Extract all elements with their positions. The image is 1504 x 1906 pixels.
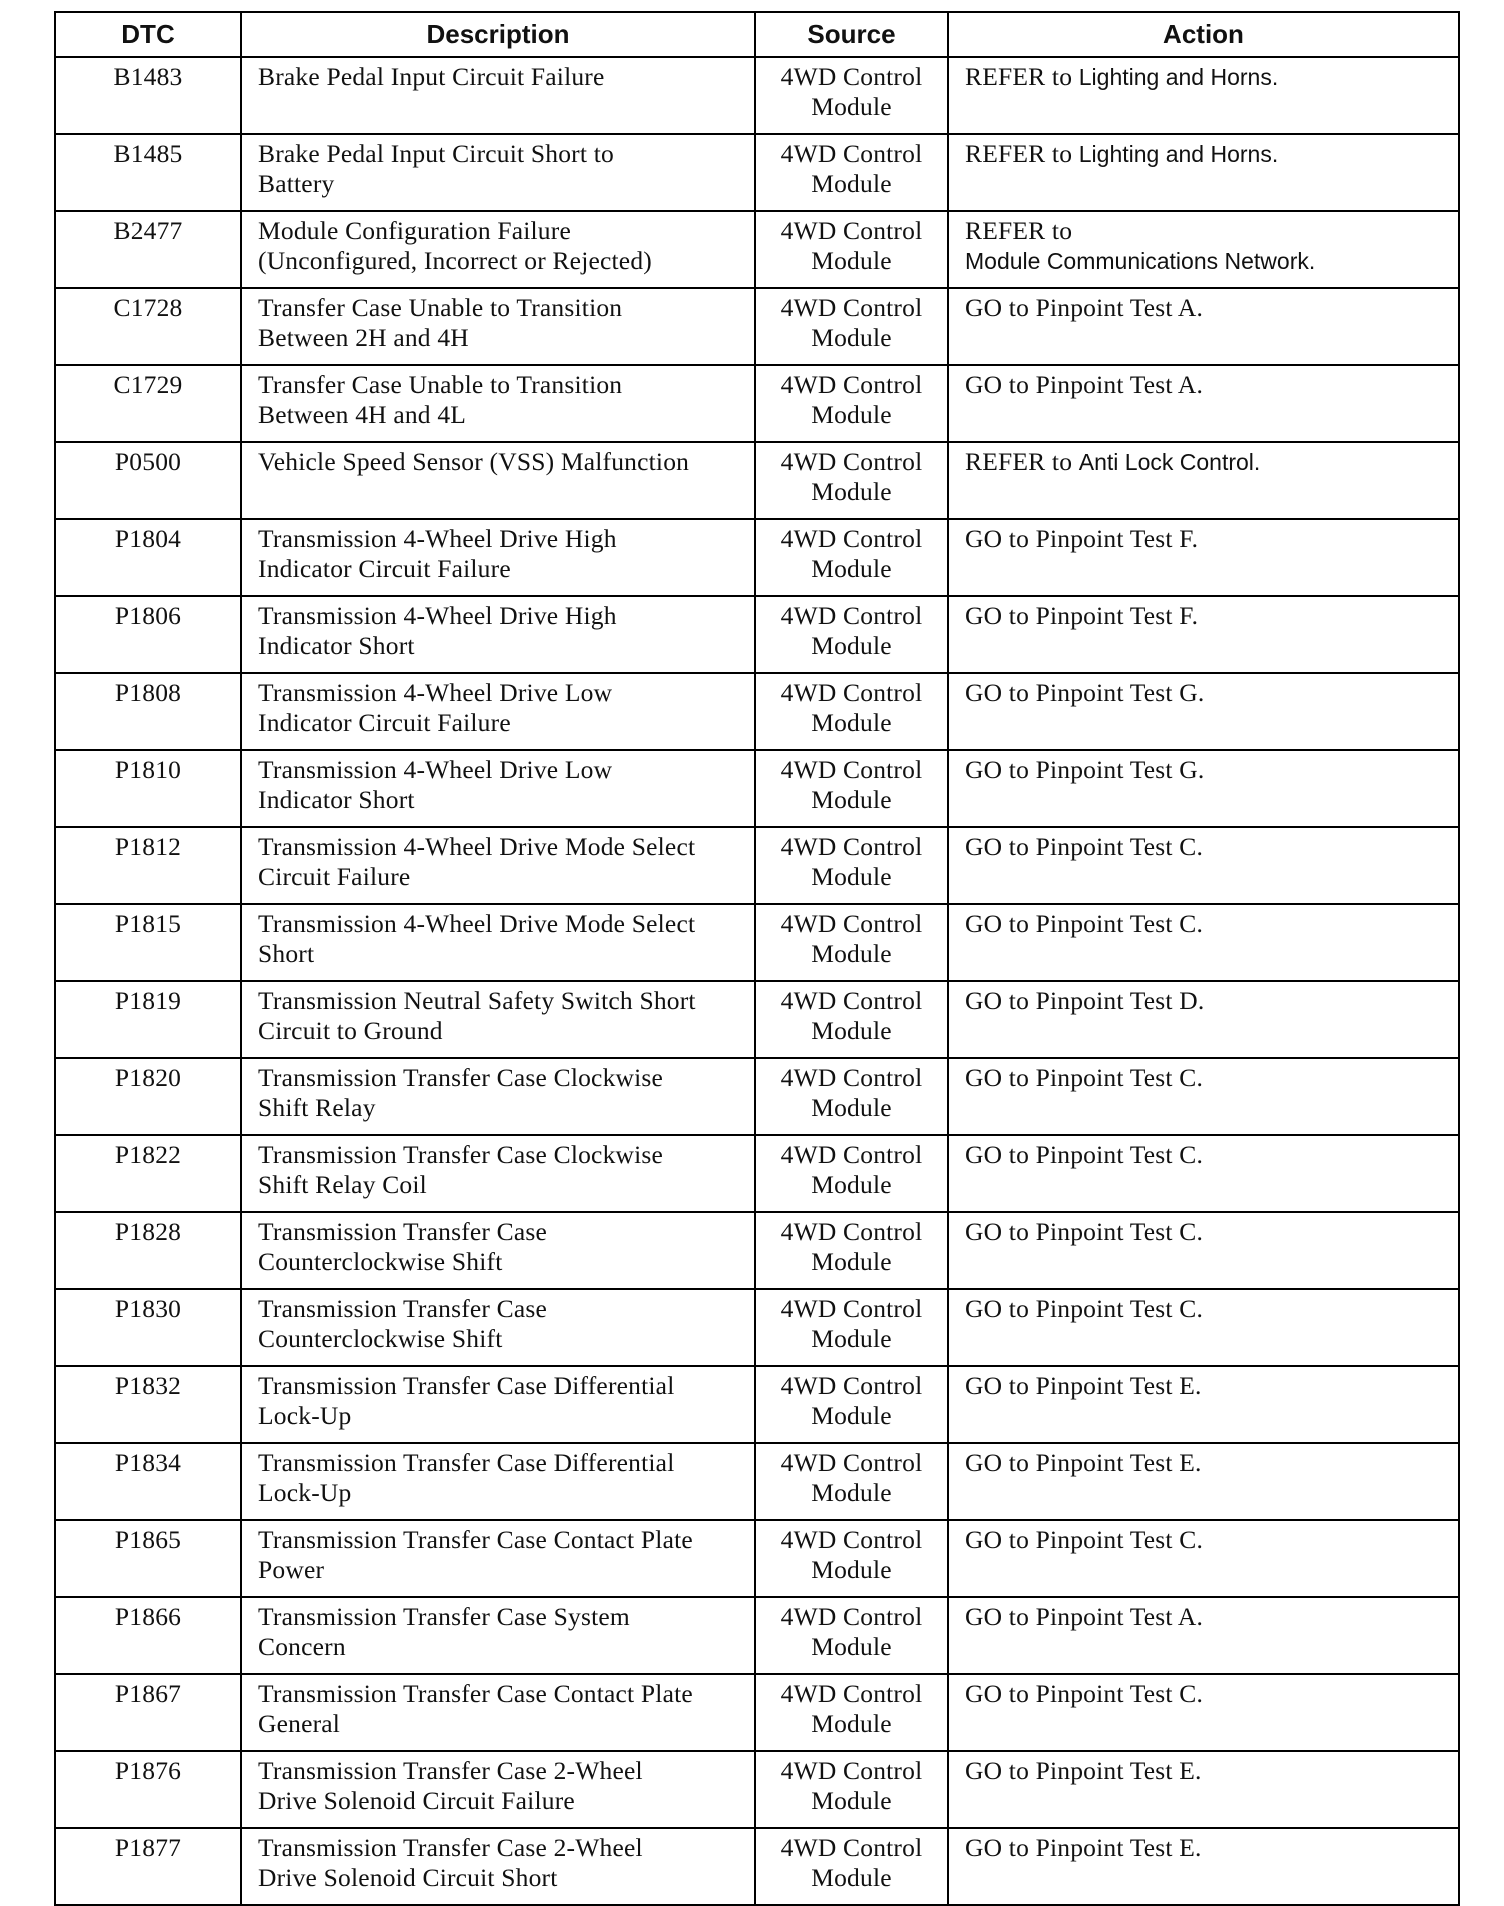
dtc-source: 4WD Control Module [755,519,948,596]
dtc-action [948,519,1459,596]
table-row [55,519,1459,596]
action-text: GO to Pinpoint Test F. [965,524,1199,553]
dtc-code: B1483 [55,57,241,134]
action-text: GO to Pinpoint Test C. [965,832,1204,861]
dtc-source: 4WD Control Module [755,673,948,750]
action-text: REFER to [965,447,1073,476]
table-row [55,365,1459,442]
header-source: Source [755,12,948,57]
table-row [55,211,1459,288]
table-row [55,596,1459,673]
table-row [55,1597,1459,1674]
dtc-action [948,1520,1459,1597]
dtc-action [948,1135,1459,1212]
dtc-code: P1815 [55,904,241,981]
dtc-code: P1808 [55,673,241,750]
dtc-code: P1876 [55,1751,241,1828]
dtc-source: 4WD Control Module [755,288,948,365]
dtc-source: 4WD Control Module [755,442,948,519]
dtc-code: P1820 [55,1058,241,1135]
action-text: GO to Pinpoint Test A. [965,370,1204,399]
header-description: Description [241,12,755,57]
dtc-description: Transmission Neutral Safety Switch Short Circuit to Ground [241,981,755,1058]
table-row [55,1674,1459,1751]
action-text: REFER to [965,216,1073,245]
table-row [55,981,1459,1058]
dtc-source: 4WD Control Module [755,1366,948,1443]
dtc-action [948,827,1459,904]
dtc-description: Module Configuration Failure (Unconfigured, Incorrect or Rejected) [241,211,755,288]
dtc-description: Transmission Transfer Case Counterclockwise Shift [241,1289,755,1366]
table-row [55,827,1459,904]
table-row [55,1751,1459,1828]
action-text: GO to Pinpoint Test E. [965,1756,1202,1785]
dtc-action [948,1597,1459,1674]
table-row [55,1058,1459,1135]
dtc-description: Transmission Transfer Case Contact Plate General [241,1674,755,1751]
dtc-action [948,981,1459,1058]
table-body [55,57,1459,1905]
dtc-action [948,1366,1459,1443]
action-text: GO to Pinpoint Test E. [965,1448,1202,1477]
action-text: GO to Pinpoint Test G. [965,755,1205,784]
dtc-code: P1822 [55,1135,241,1212]
dtc-table [54,11,1460,1906]
dtc-source: 4WD Control Module [755,1212,948,1289]
table-row [55,1520,1459,1597]
dtc-action [948,750,1459,827]
dtc-description: Transfer Case Unable to Transition Between 4H and 4L [241,365,755,442]
action-text: GO to Pinpoint Test C. [965,909,1204,938]
dtc-code: P1865 [55,1520,241,1597]
dtc-source: 4WD Control Module [755,1058,948,1135]
dtc-code: P1867 [55,1674,241,1751]
dtc-action [948,1443,1459,1520]
dtc-code: P1866 [55,1597,241,1674]
dtc-code: P0500 [55,442,241,519]
dtc-source: 4WD Control Module [755,1751,948,1828]
dtc-code: P1828 [55,1212,241,1289]
dtc-description: Transmission Transfer Case System Concern [241,1597,755,1674]
dtc-code: B2477 [55,211,241,288]
dtc-source: 4WD Control Module [755,1520,948,1597]
table-row [55,57,1459,134]
table-row [55,1289,1459,1366]
dtc-code: P1834 [55,1443,241,1520]
dtc-source: 4WD Control Module [755,1674,948,1751]
table-row [55,134,1459,211]
dtc-action [948,1212,1459,1289]
action-text: GO to Pinpoint Test C. [965,1294,1204,1323]
action-reference-link[interactable]: Anti Lock Control. [1078,449,1261,475]
table-row [55,1135,1459,1212]
dtc-description: Transmission 4-Wheel Drive Low Indicator Short [241,750,755,827]
dtc-description: Transmission 4-Wheel Drive Mode Select Circuit Failure [241,827,755,904]
dtc-action [948,1674,1459,1751]
dtc-action [948,211,1459,288]
dtc-action [948,288,1459,365]
dtc-code: P1830 [55,1289,241,1366]
dtc-code: P1804 [55,519,241,596]
action-reference-link[interactable]: Module Communications Network. [965,248,1316,274]
dtc-description: Transmission Transfer Case Counterclockwise Shift [241,1212,755,1289]
action-text: GO to Pinpoint Test A. [965,293,1204,322]
dtc-action [948,1289,1459,1366]
table-row [55,1212,1459,1289]
dtc-description: Brake Pedal Input Circuit Failure [241,57,755,134]
dtc-code: P1806 [55,596,241,673]
dtc-source: 4WD Control Module [755,1597,948,1674]
dtc-action [948,134,1459,211]
dtc-source: 4WD Control Module [755,134,948,211]
action-text: GO to Pinpoint Test F. [965,601,1199,630]
dtc-action [948,442,1459,519]
action-text: GO to Pinpoint Test D. [965,986,1205,1015]
dtc-code: P1819 [55,981,241,1058]
dtc-action [948,596,1459,673]
dtc-source: 4WD Control Module [755,1135,948,1212]
action-reference-link[interactable]: Lighting and Horns. [1078,141,1279,167]
dtc-source: 4WD Control Module [755,596,948,673]
dtc-code: C1729 [55,365,241,442]
action-text: GO to Pinpoint Test C. [965,1217,1204,1246]
dtc-description: Transfer Case Unable to Transition Between 2H and 4H [241,288,755,365]
table-row [55,288,1459,365]
dtc-action [948,365,1459,442]
dtc-description: Transmission 4-Wheel Drive Low Indicator Circuit Failure [241,673,755,750]
table-row [55,673,1459,750]
dtc-action [948,673,1459,750]
table-row [55,1443,1459,1520]
dtc-source: 4WD Control Module [755,904,948,981]
action-text: GO to Pinpoint Test C. [965,1063,1204,1092]
dtc-source: 4WD Control Module [755,981,948,1058]
dtc-description: Transmission 4-Wheel Drive High Indicator Circuit Failure [241,519,755,596]
dtc-source: 4WD Control Module [755,750,948,827]
action-text: GO to Pinpoint Test E. [965,1371,1202,1400]
dtc-description: Transmission 4-Wheel Drive High Indicator Short [241,596,755,673]
dtc-code: P1877 [55,1828,241,1905]
dtc-description: Transmission 4-Wheel Drive Mode Select Short [241,904,755,981]
table-row [55,904,1459,981]
header-row [55,12,1459,57]
dtc-description: Transmission Transfer Case Differential Lock-Up [241,1366,755,1443]
action-reference-link[interactable]: Lighting and Horns. [1078,64,1279,90]
dtc-code: P1810 [55,750,241,827]
action-text: REFER to [965,139,1073,168]
table-row [55,1366,1459,1443]
dtc-description: Vehicle Speed Sensor (VSS) Malfunction [241,442,755,519]
header-dtc: DTC [55,12,241,57]
dtc-code: B1485 [55,134,241,211]
dtc-action [948,57,1459,134]
dtc-description: Transmission Transfer Case Contact Plate Power [241,1520,755,1597]
dtc-source: 4WD Control Module [755,1289,948,1366]
dtc-description: Brake Pedal Input Circuit Short to Battery [241,134,755,211]
action-text: GO to Pinpoint Test G. [965,678,1205,707]
header-action: Action [948,12,1459,57]
dtc-action [948,904,1459,981]
table-row [55,750,1459,827]
action-text: GO to Pinpoint Test C. [965,1140,1204,1169]
action-text: GO to Pinpoint Test E. [965,1833,1202,1862]
dtc-description: Transmission Transfer Case Differential Lock-Up [241,1443,755,1520]
action-text: GO to Pinpoint Test C. [965,1679,1204,1708]
dtc-source: 4WD Control Module [755,57,948,134]
dtc-action [948,1058,1459,1135]
dtc-source: 4WD Control Module [755,827,948,904]
dtc-description: Transmission Transfer Case Clockwise Shift Relay Coil [241,1135,755,1212]
dtc-code: P1812 [55,827,241,904]
table-row [55,1828,1459,1905]
dtc-code: P1832 [55,1366,241,1443]
dtc-source: 4WD Control Module [755,211,948,288]
table-row [55,442,1459,519]
dtc-action [948,1751,1459,1828]
action-text: REFER to [965,62,1073,91]
action-text: GO to Pinpoint Test C. [965,1525,1204,1554]
dtc-description: Transmission Transfer Case 2-Wheel Drive Solenoid Circuit Short [241,1828,755,1905]
dtc-code: C1728 [55,288,241,365]
dtc-description: Transmission Transfer Case Clockwise Shift Relay [241,1058,755,1135]
dtc-source: 4WD Control Module [755,1828,948,1905]
dtc-action [948,1828,1459,1905]
action-text: GO to Pinpoint Test A. [965,1602,1204,1631]
dtc-source: 4WD Control Module [755,1443,948,1520]
dtc-description: Transmission Transfer Case 2-Wheel Drive Solenoid Circuit Failure [241,1751,755,1828]
dtc-source: 4WD Control Module [755,365,948,442]
